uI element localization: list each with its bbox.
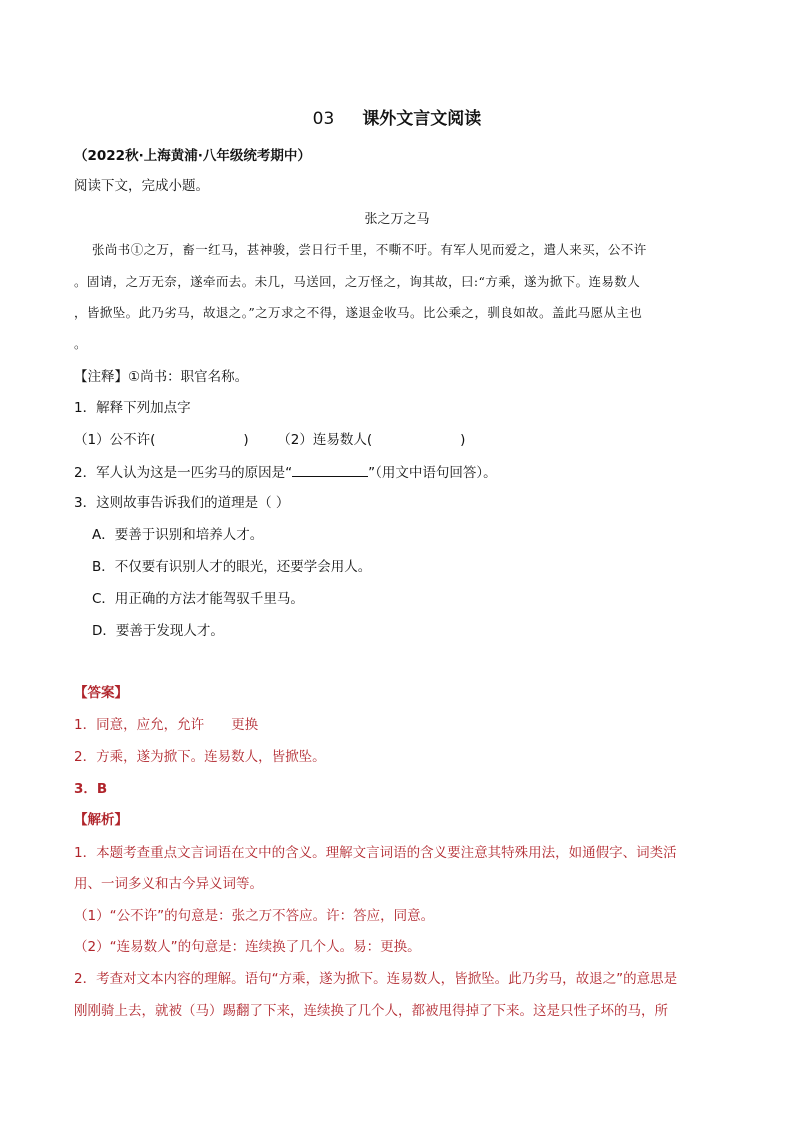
analysis-1-line-2: 用、一词多义和古今异义词等。 [74,876,263,892]
question-1: 1．解释下列加点字 [74,400,191,416]
q2-suffix: ”（用文中语句回答）。 [368,465,497,481]
analysis-1-sub-2: （2）“连易数人”的句意是：连续换了几个人。易：更换。 [74,939,421,955]
analysis-1-sub-1: （1）“公不许”的句意是：张之万不答应。许：答应，同意。 [74,908,435,924]
option-c: C．用正确的方法才能驾驭千里马。 [92,591,304,607]
q2-blank[interactable] [292,462,368,477]
answer-heading: 【答案】 [74,685,128,701]
section-number: 03 [312,109,335,129]
analysis-2-line-2: 刚刚骑上去，就被（马）踢翻了下来，连续换了几个人，都被甩得掉了下来。这是只性子坏的马，所 [74,1003,668,1019]
passage-line-3: ，皆掀坠。此乃劣马，故退之。”之万求之不得，遂退金收马。比公乘之，驯良如故。盖此马愿从主也 [74,305,643,320]
analysis-heading: 【解析】 [74,812,128,828]
question-2 [74,462,724,483]
passage-line-4: 。 [74,336,87,351]
q1-b-prefix: （2）连易数人( [277,432,373,448]
q1-a-prefix: （1）公不许( [74,432,156,448]
page-title [0,104,794,129]
instruction: 阅读下文，完成小题。 [74,178,209,194]
section-title: 课外文言文阅读 [362,109,482,129]
note: 【注释】①尚书：职官名称。 [74,369,249,385]
source-line: （2022秋·上海黄浦·八年级统考期中） [74,148,311,164]
question-1-items [74,430,724,450]
passage-line-2: 。固请，之万无奈，遂牵而去。未几，马送回，之万怪之，询其故，曰:“方乘，遂为掀下。连易数人 [74,274,641,289]
q1-b-suffix: ) [460,432,466,448]
answer-3: 3．B [74,781,108,797]
analysis-1-line-1: 1．本题考查重点文言词语在文中的含义。理解文言词语的含义要注意其特殊用法，如通假字、词类活 [74,845,677,861]
q1-a-suffix: ) [243,432,249,448]
analysis-2-line-1: 2．考查对文本内容的理解。语句“方乘，遂为掀下。连易数人，皆掀坠。此乃劣马，故退之”的意思是 [74,971,678,987]
q2-prefix: 2．军人认为这是一匹劣马的原因是“ [74,465,293,481]
question-3: 3．这则故事告诉我们的道理是（ ） [74,495,290,511]
option-b: B．不仅要有识别人才的眼光，还要学会用人。 [92,559,372,575]
option-a: A．要善于识别和培养人才。 [92,527,264,543]
passage-line-1: 张尚书①之万，畜一红马，甚神骏，尝日行千里，不嘶不吁。有军人见而爱之，遣人来买，公不许 [92,242,647,257]
answer-1: 1．同意，应允，允许 更换 [74,717,259,733]
option-d: D．要善于发现人才。 [92,623,224,639]
passage-title: 张之万之马 [364,212,430,227]
answer-2: 2．方乘，遂为掀下。连易数人，皆掀坠。 [74,749,326,765]
